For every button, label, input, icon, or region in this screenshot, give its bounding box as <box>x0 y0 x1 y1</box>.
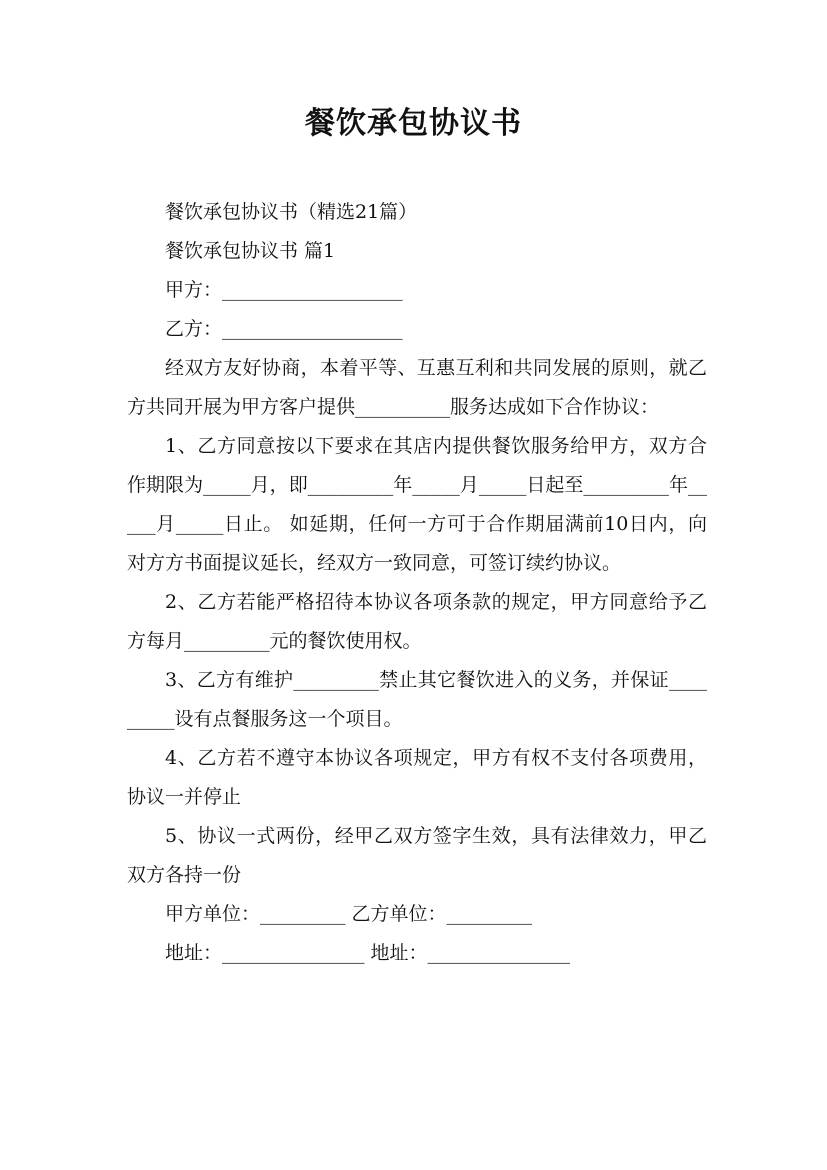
paragraph-clause-5: 5、协议一式两份，经甲乙双方签字生效，具有法律效力，甲乙双方各持一份 <box>127 825 707 886</box>
paragraph-clause-1: 1、乙方同意按以下要求在其店内提供餐饮服务给甲方，双方合作期限为_____月，即_________年_____月_____日起至_________年_____月_____日止。 如延期，任何一方可于合作期届满前10日内，向对方方书面提议延长，经双方一致同意，可签订续约协议。 <box>127 435 707 574</box>
paragraph-signature-units: 甲方单位：_________ 乙方单位：_________ <box>165 903 533 925</box>
paragraph-chapter-heading: 餐饮承包协议书 篇1 <box>165 240 336 262</box>
paragraph-clause-3: 3、乙方有维护_________禁止其它餐饮进入的义务，并保证_________设有点餐服务这一个项目。 <box>127 669 707 730</box>
paragraph-clause-2: 2、乙方若能严格招待本协议各项条款的规定，甲方同意给予乙方每月_________元的餐饮使用权。 <box>127 591 707 652</box>
paragraph-party-b: 乙方：___________________ <box>165 318 403 340</box>
paragraph-clause-4: 4、乙方若不遵守本协议各项规定，甲方有权不支付各项费用，协议一并停止 <box>127 747 707 808</box>
paragraph-subtitle: 餐饮承包协议书（精选21篇） <box>165 201 418 223</box>
paragraph-signature-addresses: 地址：_______________ 地址：_______________ <box>165 942 571 964</box>
document-title: 餐饮承包协议书 <box>305 106 522 141</box>
document-body <box>127 193 707 973</box>
paragraph-party-a: 甲方：___________________ <box>165 279 403 301</box>
paragraph-intro: 经双方友好协商，本着平等、互惠互利和共同发展的原则，就乙方共同开展为甲方客户提供__________服务达成如下合作协议： <box>127 357 707 418</box>
